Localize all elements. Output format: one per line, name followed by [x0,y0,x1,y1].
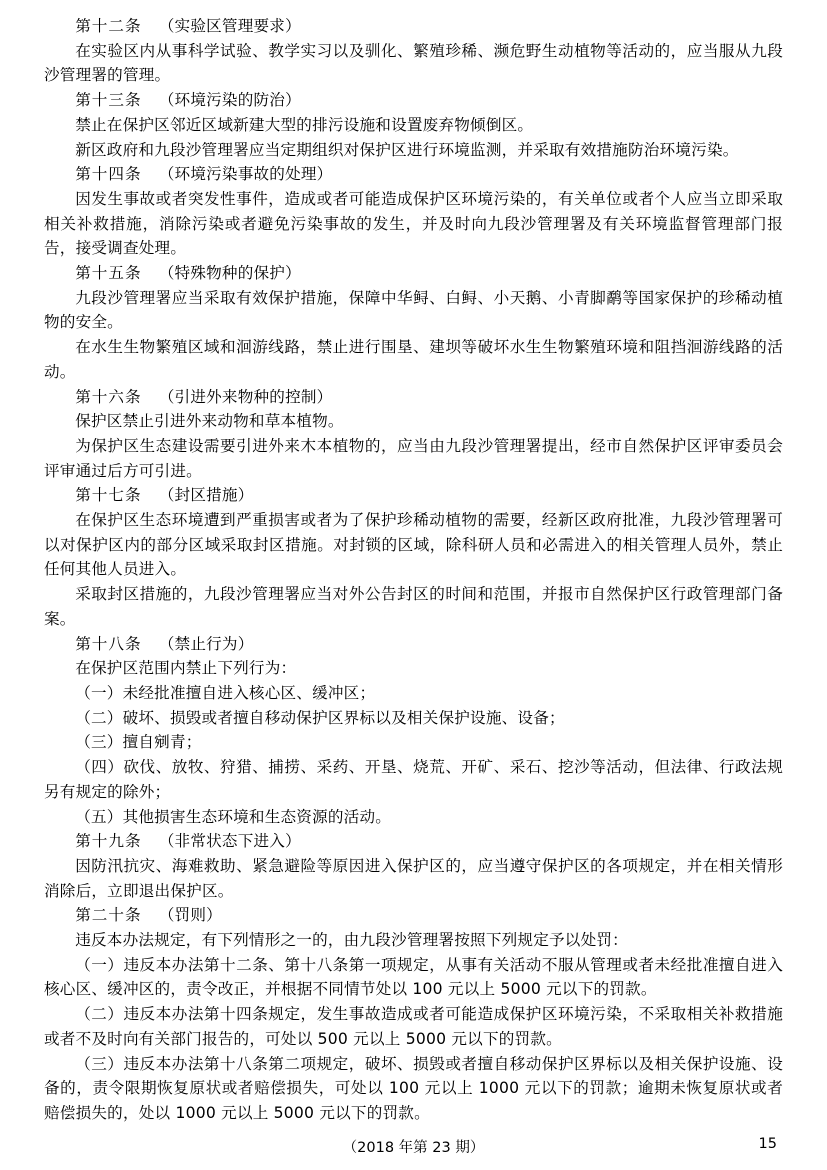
article-title: （非常状态下进入） [158,832,301,851]
paragraph: 在实验区内从事科学试验、教学实习以及驯化、繁殖珍稀、濒危野生动植物等活动的，应当服从九段沙管理署的管理。 [44,41,783,85]
article-number: 第十八条 [75,634,142,653]
article-title: （实验区管理要求） [158,17,301,35]
article-heading [44,162,783,187]
article-heading [44,903,783,928]
article-number: 第十二条 [75,17,142,35]
paragraph: 禁止在保护区邻近区域新建大型的排污设施和设置废弃物倾倒区。 [75,115,534,134]
paragraph: 在保护区生态环境遭到严重损害或者为了保护珍稀动植物的需要，经新区政府批准，九段沙管理署可以对保护区内的部分区域采取封区措施。对封锁的区域，除科研人员和必需进入的相关管理人员外，禁止任何其他人员进入。 [44,511,783,579]
paragraph: 因发生事故或者突发性事件，造成或者可能造成保护区环境污染的，有关单位或者个人应当立即采取相关补救措施，消除污染或者避免污染事故的发生，并及时向九段沙管理署及有关环境监督管理部门报告，接受调查处理。 [44,189,783,258]
paragraph: 违反本办法规定，有下列情形之一的，由九段沙管理署按照下列规定予以处罚： [75,931,628,950]
article-number: 第十七条 [75,486,142,505]
list-item: （二）违反本办法第十四条规定，发生事故造成或者可能造成保护区环境污染，不采取相关补救措施或者不及时向有关部门报告的，可处以 500 元以上 5000 元以下的罚款。 [44,1005,783,1048]
list-item: （一）违反本办法第十二条、第十八条第一项规定，从事有关活动不服从管理或者未经批准擅自进入核心区、缓冲区的，责令改正，并根据不同情节处以 100 元以上 5000 元以下的罚款。 [44,955,783,999]
article-title: （引进外来物种的控制） [158,387,333,406]
page-number: 15 [758,1136,777,1152]
document-body [44,14,783,1126]
list-item: （五）其他损害生态环境和生态资源的活动。 [75,807,392,826]
article-heading [44,14,783,39]
paragraph: 采取封区措施的，九段沙管理署应当对外公告封区的时间和范围，并报市自然保护区行政管理部门备案。 [44,585,783,628]
list-item: （一）未经批准擅自进入核心区、缓冲区； [75,683,376,702]
article-number: 第十四条 [75,165,142,184]
paragraph: 因防汛抗灾、海难救助、紧急避险等原因进入保护区的，应当遵守保护区的各项规定，并在相关情形消除后，立即退出保护区。 [44,856,783,900]
article-number: 第二十条 [75,906,142,925]
list-item: （三）违反本办法第十八条第二项规定，破坏、损毁或者擅自移动保护区界标以及相关保护设施、设备的，责令限期恢复原状或者赔偿损失，可处以 100 元以上 1000 元以下的罚款；逾期未恢复原状或者赔偿损失的，处以 1000 元以上 5000 元以下的罚款。 [44,1054,783,1122]
article-title: （封区措施） [158,486,254,505]
article-heading [44,829,783,854]
article-heading [44,88,783,113]
article-number: 第十五条 [75,264,142,283]
list-item: （三）擅自剜青； [75,733,202,752]
list-item: （二）破坏、损毁或者擅自移动保护区界标以及相关保护设施、设备； [75,708,565,727]
list-item: （四）砍伐、放牧、狩猎、捕捞、采药、开垦、烧荒、开矿、采石、挖沙等活动，但法律、行政法规另有规定的除外； [44,758,783,801]
article-title: （特殊物种的保护） [158,264,301,283]
article-heading [44,385,783,410]
article-number: 第十九条 [75,832,142,851]
paragraph: 新区政府和九段沙管理署应当定期组织对保护区进行环境监测，并采取有效措施防治环境污染。 [75,140,739,159]
page-footer [44,1136,783,1158]
article-number: 第十六条 [75,387,142,406]
paragraph: 在保护区范围内禁止下列行为： [75,659,297,678]
article-number: 第十三条 [75,91,142,110]
issue-label: （2018 年第 23 期） [342,1140,485,1156]
paragraph: 九段沙管理署应当采取有效保护措施，保障中华鲟、白鲟、小天鹅、小青脚鹬等国家保护的珍稀动植物的安全。 [44,288,783,332]
article-title: （环境污染的防治） [158,91,301,110]
paragraph: 为保护区生态建设需要引进外来木本植物的，应当由九段沙管理署提出，经市自然保护区评审委员会评审通过后方可引进。 [44,436,783,480]
article-heading [44,261,783,286]
paragraph: 在水生生物繁殖区域和洄游线路，禁止进行围垦、建坝等破坏水生生物繁殖环境和阻挡洄游线路的活动。 [44,338,783,381]
article-title: （禁止行为） [158,634,254,653]
article-heading [44,483,783,508]
article-title: （环境污染事故的处理） [158,165,333,184]
article-title: （罚则） [158,906,222,925]
article-heading [44,632,783,657]
paragraph: 保护区禁止引进外来动物和草本植物。 [75,412,344,431]
